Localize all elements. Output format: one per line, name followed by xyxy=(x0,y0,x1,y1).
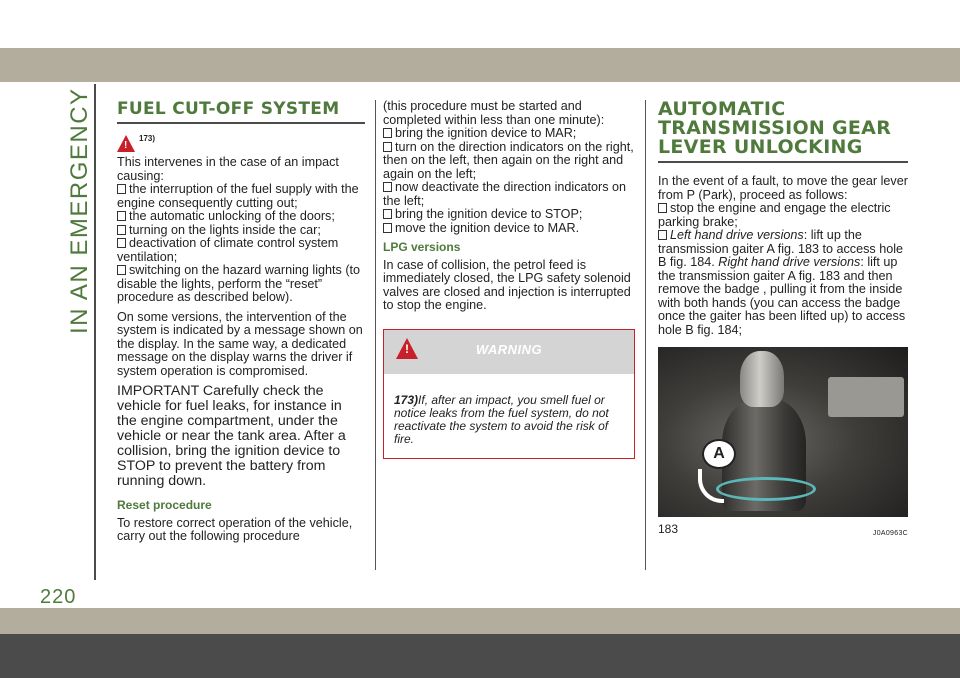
warning-triangle-icon: ! xyxy=(117,135,135,152)
lhd-text: : lift up the transmission gaiter A fig. 183 to access hole B fig. 184. xyxy=(658,228,904,269)
subheading-reset: Reset procedure xyxy=(117,498,212,512)
list-item-text: stop the engine and engage the electric parking brake; xyxy=(658,201,891,229)
display-message-paragraph: On some versions, the intervention of the system is indicated by a message shown on the display. In the same way, a dedicated message on the display warns the driver if system operation is compromised. xyxy=(117,309,363,378)
list-item xyxy=(383,222,635,236)
list-item xyxy=(117,183,365,210)
page-number: 220 xyxy=(40,586,77,608)
warning-box xyxy=(383,329,635,459)
top-margin xyxy=(0,0,960,48)
chapter-side-label xyxy=(60,84,96,580)
list-item-text: deactivation of climate control system ventilation; xyxy=(117,236,339,264)
warning-header xyxy=(384,330,634,374)
warning-triangle-icon: ! xyxy=(396,338,418,359)
important-notice: IMPORTANT Carefully check the vehicle for fuel leaks, for instance in the engine compartment, under the vehicle or near the tank area. After a collision, bring the ignition device to STOP to prevent the battery from running down. xyxy=(117,383,346,489)
lpg-paragraph: In case of collision, the petrol feed is immediately closed, the LPG safety solenoid valves are closed and injection is interrupted to stop the engine. xyxy=(383,257,631,312)
checkbox-bullet-icon xyxy=(383,223,392,233)
list-item xyxy=(117,237,365,264)
rhd-label: Right hand drive versions xyxy=(718,255,861,269)
list-item xyxy=(383,208,635,222)
gear-intro-text: In the event of a fault, to move the gear lever from P (Park), proceed as follows: xyxy=(658,174,908,202)
warning-body xyxy=(384,374,634,458)
list-item xyxy=(383,127,635,141)
list-item-text: the automatic unlocking of the doors; xyxy=(129,209,335,223)
checkbox-bullet-icon xyxy=(658,203,667,213)
column-gear-lever xyxy=(658,100,908,541)
checkbox-bullet-icon xyxy=(658,230,667,240)
lift-arrow-icon xyxy=(698,469,724,503)
side-divider xyxy=(94,84,96,580)
warning-text: If, after an impact, you smell fuel or notice leaks from the fuel system, do not reactivate the system to avoid the risk of fire. xyxy=(394,392,609,446)
list-item-text: now deactivate the direction indicators on the left; xyxy=(383,180,627,208)
column-fuel-cutoff xyxy=(117,100,365,550)
column-divider-1 xyxy=(375,100,376,570)
checkbox-bullet-icon xyxy=(383,128,392,138)
checkbox-bullet-icon xyxy=(117,211,126,221)
callout-label-a: A xyxy=(702,439,736,469)
checkbox-bullet-icon xyxy=(117,238,126,248)
list-item xyxy=(117,264,365,305)
list-item xyxy=(383,181,635,208)
procedure-paragraph xyxy=(383,100,635,235)
list-item-text: move the ignition device to MAR. xyxy=(395,220,580,235)
warning-title: WARNING xyxy=(475,341,543,357)
footer-dark-band xyxy=(0,634,960,678)
list-item xyxy=(383,141,635,182)
list-item-text: bring the ignition device to MAR; xyxy=(395,126,577,140)
chapter-title: IN AN EMERGENCY xyxy=(66,87,93,334)
checkbox-bullet-icon xyxy=(117,265,126,275)
checkbox-bullet-icon xyxy=(117,184,126,194)
list-item-text: bring the ignition device to STOP; xyxy=(395,207,583,221)
lhd-label: Left hand drive versions xyxy=(670,228,804,242)
list-item-text: switching on the hazard warning lights (to disable the lights, perform the “reset” procedure as described below). xyxy=(117,263,361,304)
figure-code: J0A0963C xyxy=(872,530,908,537)
warning-ref-number[interactable]: 173) xyxy=(139,133,156,143)
checkbox-bullet-icon xyxy=(383,182,392,192)
figure-number: 183 xyxy=(658,522,679,536)
checkbox-bullet-icon xyxy=(117,225,126,235)
footer-band xyxy=(0,608,960,634)
list-item-text: the interruption of the fuel supply with the engine consequently cutting out; xyxy=(117,182,359,210)
warning-reference xyxy=(117,130,365,152)
section-heading-gear-lever: AUTOMATIC TRANSMISSION GEAR LEVER UNLOCKING xyxy=(658,100,908,163)
reset-paragraph: To restore correct operation of the vehicle, carry out the following procedure xyxy=(117,515,353,543)
gaiter-ring xyxy=(716,477,816,501)
gear-lever-knob xyxy=(740,351,784,407)
section-heading-fuel-cutoff: FUEL CUT-OFF SYSTEM xyxy=(117,100,365,124)
figure-183-photo xyxy=(658,347,908,517)
list-item xyxy=(658,202,908,229)
procedure-text: (this procedure must be started and completed within less than one minute): xyxy=(383,99,605,127)
figure-caption xyxy=(658,523,908,541)
list-item-text: turning on the lights inside the car; xyxy=(129,222,321,237)
subheading-lpg: LPG versions xyxy=(383,240,461,254)
intro-text: This intervenes in the case of an impact causing: xyxy=(117,155,339,183)
header-band xyxy=(0,48,960,82)
intro-paragraph xyxy=(117,156,365,305)
checkbox-bullet-icon xyxy=(383,209,392,219)
rhd-text: : lift up the transmission gaiter A fig. 183 and then remove the badge , pulling it from the inside with both hands (you can access the badge once the gaiter has been lifted up) to access hole B fig. 184; xyxy=(658,255,906,337)
list-item xyxy=(658,229,908,337)
list-item xyxy=(117,210,365,224)
column-procedure xyxy=(383,100,635,459)
list-item xyxy=(117,224,365,238)
gear-intro-paragraph xyxy=(658,175,908,337)
list-item-text: turn on the direction indicators on the right, then on the left, then again on the right and again on the left; xyxy=(383,139,634,181)
warning-ref-number: 173) xyxy=(394,392,419,407)
column-divider-2 xyxy=(645,100,646,570)
switch-panel xyxy=(828,377,904,417)
checkbox-bullet-icon xyxy=(383,142,392,152)
